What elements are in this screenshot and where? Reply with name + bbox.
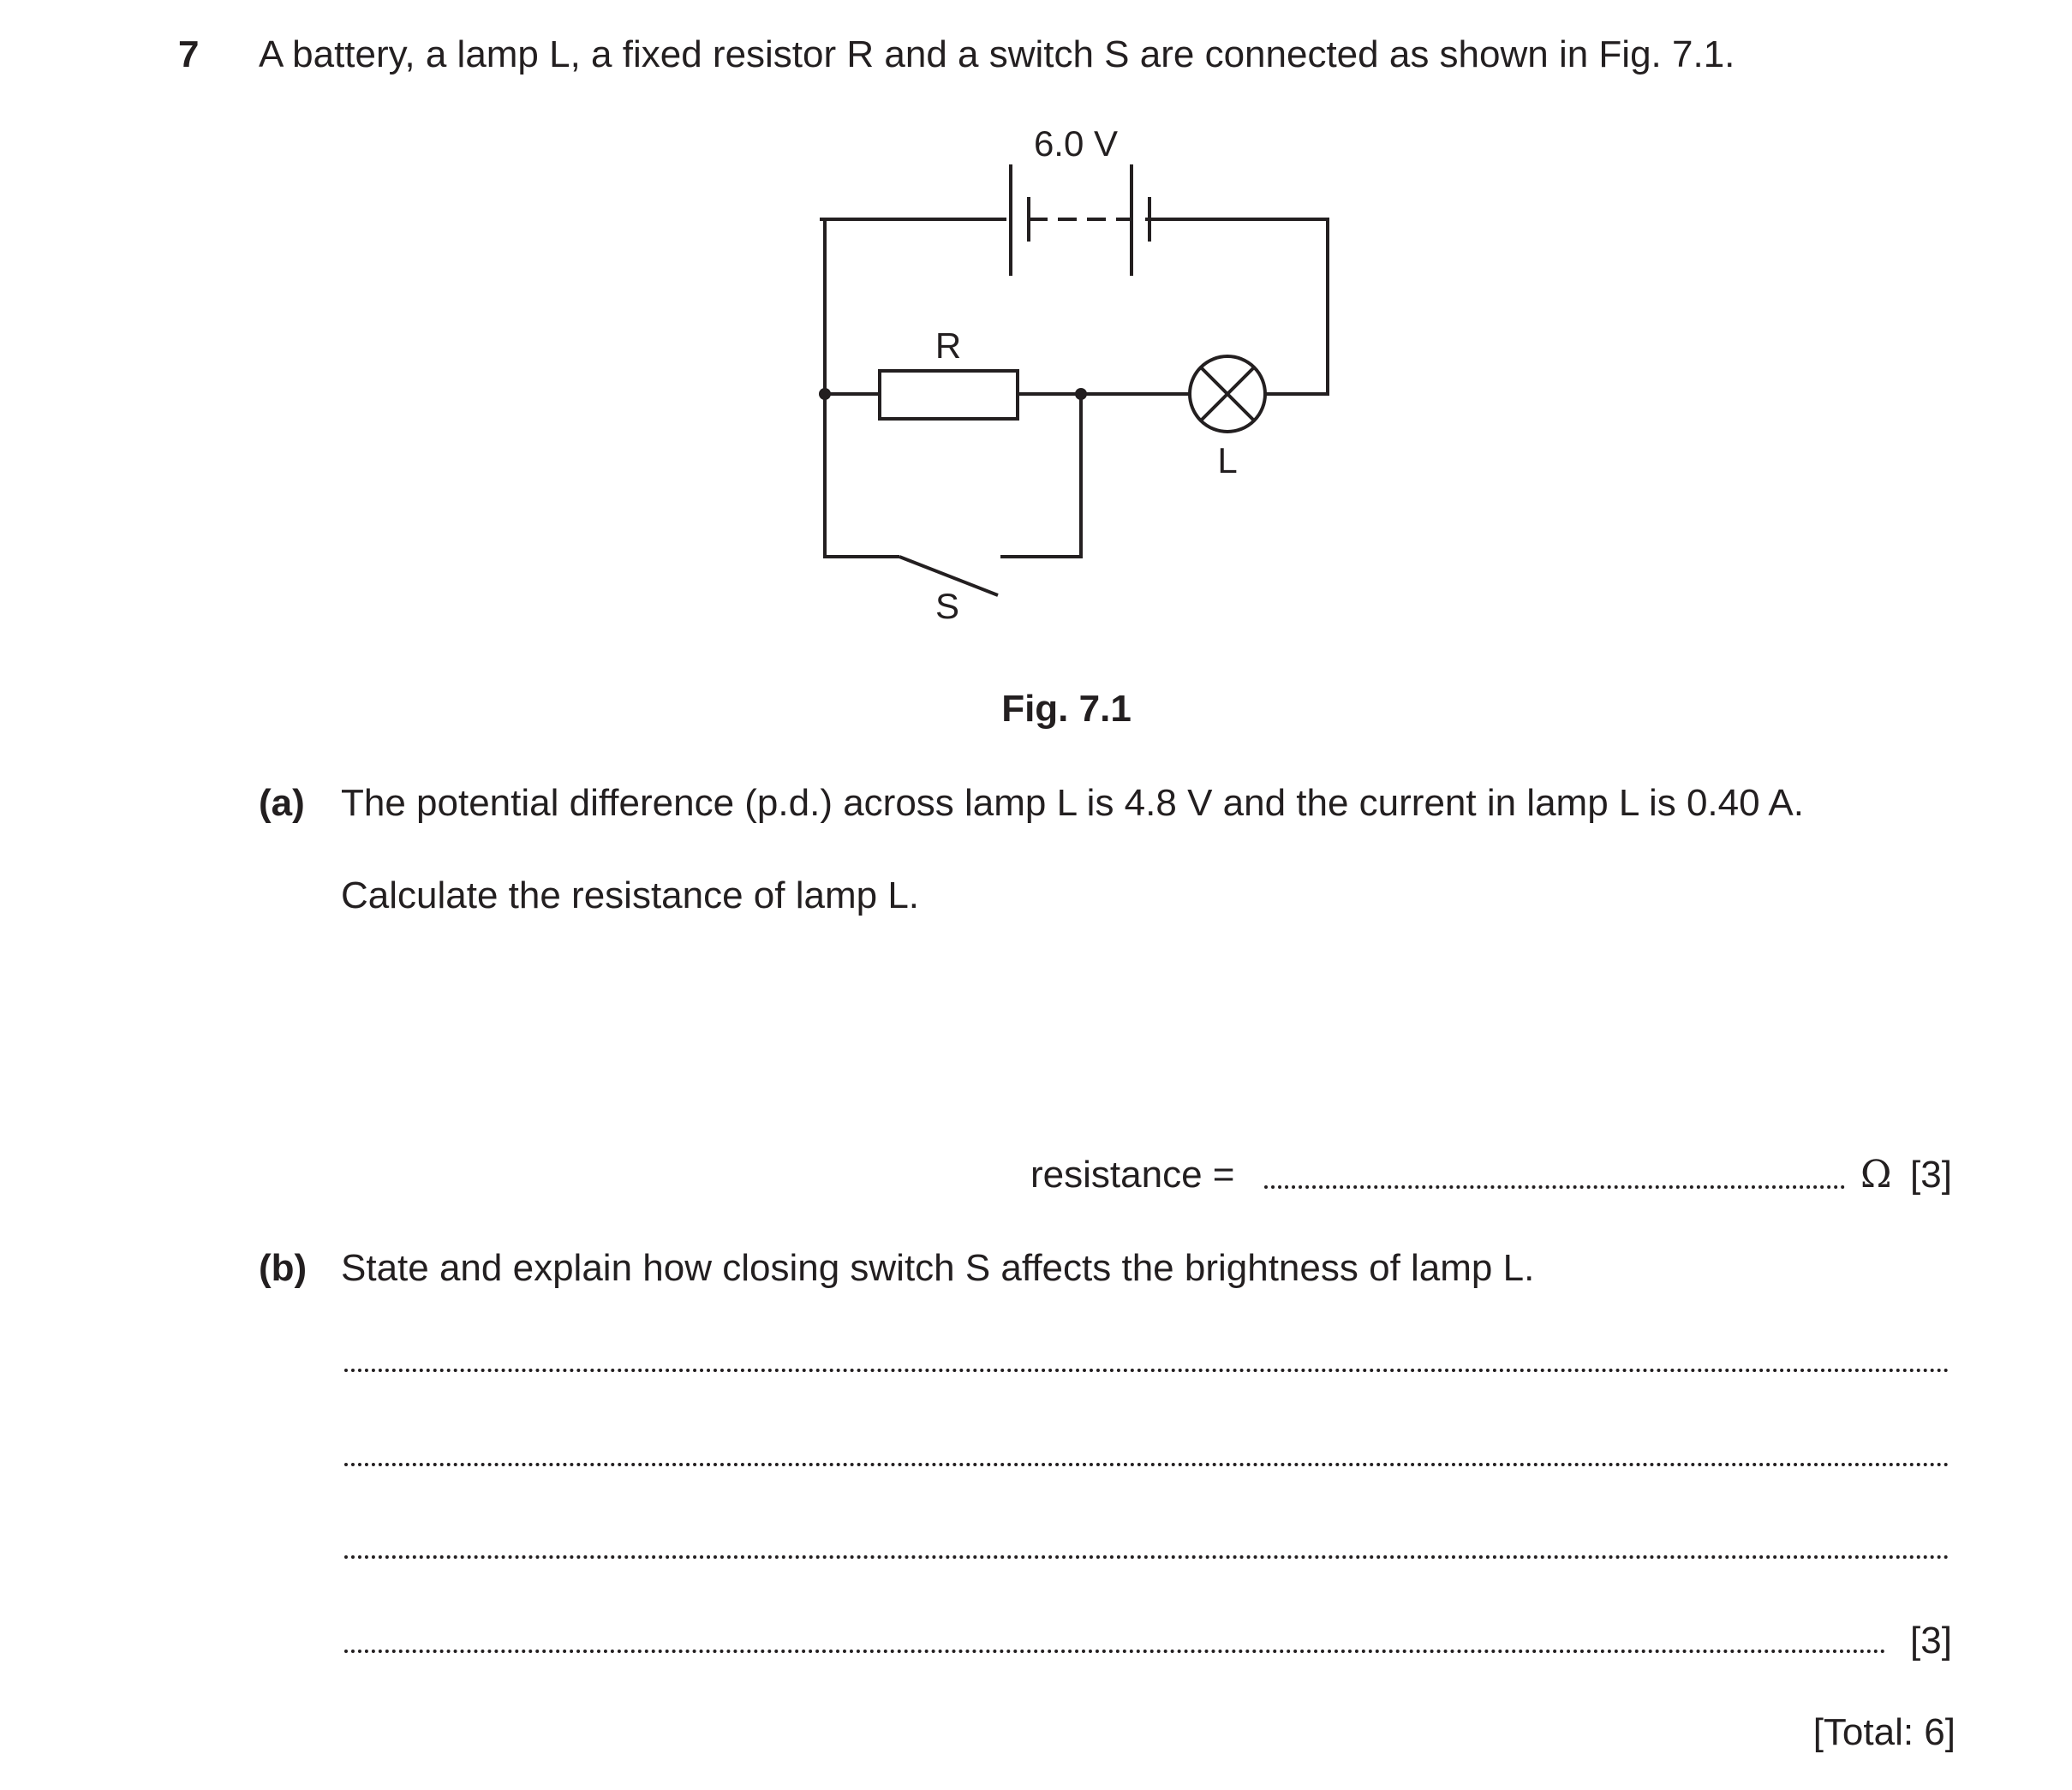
- resistance-answer-line[interactable]: [1264, 1185, 1845, 1189]
- junction-left: [819, 388, 831, 400]
- switch-arm: [899, 557, 998, 595]
- part-a-instruction: Calculate the resistance of lamp L.: [341, 874, 920, 916]
- question-stem: A battery, a lamp L, a fixed resistor R and a switch S are connected as shown in Fig. 7.1.: [259, 33, 1735, 75]
- resistance-unit: Ω: [1860, 1153, 1892, 1196]
- answer-line-2[interactable]: [344, 1463, 1950, 1466]
- wire-top-right: [1145, 219, 1328, 394]
- question-number: 7: [178, 33, 200, 75]
- wire-left: [825, 219, 899, 557]
- part-b-marks: [3]: [1910, 1620, 1952, 1662]
- wire-junction-down: [1000, 394, 1081, 557]
- part-b-text: State and explain how closing switch S affects the brightness of lamp L.: [341, 1247, 1535, 1289]
- part-a-marks: [3]: [1910, 1154, 1952, 1196]
- part-a-label: (a): [259, 782, 305, 824]
- resistance-answer-label: resistance =: [1030, 1154, 1235, 1196]
- switch-label: S: [934, 586, 960, 626]
- total-marks: [Total: 6]: [1812, 1711, 1956, 1753]
- answer-line-1[interactable]: [344, 1369, 1950, 1372]
- lamp-label: L: [1217, 440, 1238, 480]
- junction-middle: [1075, 388, 1087, 400]
- figure-caption: Fig. 7.1: [1001, 688, 1132, 730]
- answer-line-4[interactable]: [344, 1650, 1886, 1653]
- part-a-text: The potential difference (p.d.) across lamp L is 4.8 V and the current in lamp L is 0.40 A.: [341, 782, 1804, 824]
- part-b-label: (b): [259, 1247, 308, 1289]
- resistor-label: R: [934, 325, 962, 366]
- resistor: [880, 371, 1018, 419]
- lamp-cross: [1201, 367, 1254, 421]
- battery-label: 6.0 V: [1033, 123, 1119, 164]
- lamp: [1190, 356, 1265, 432]
- answer-line-3[interactable]: [344, 1555, 1950, 1559]
